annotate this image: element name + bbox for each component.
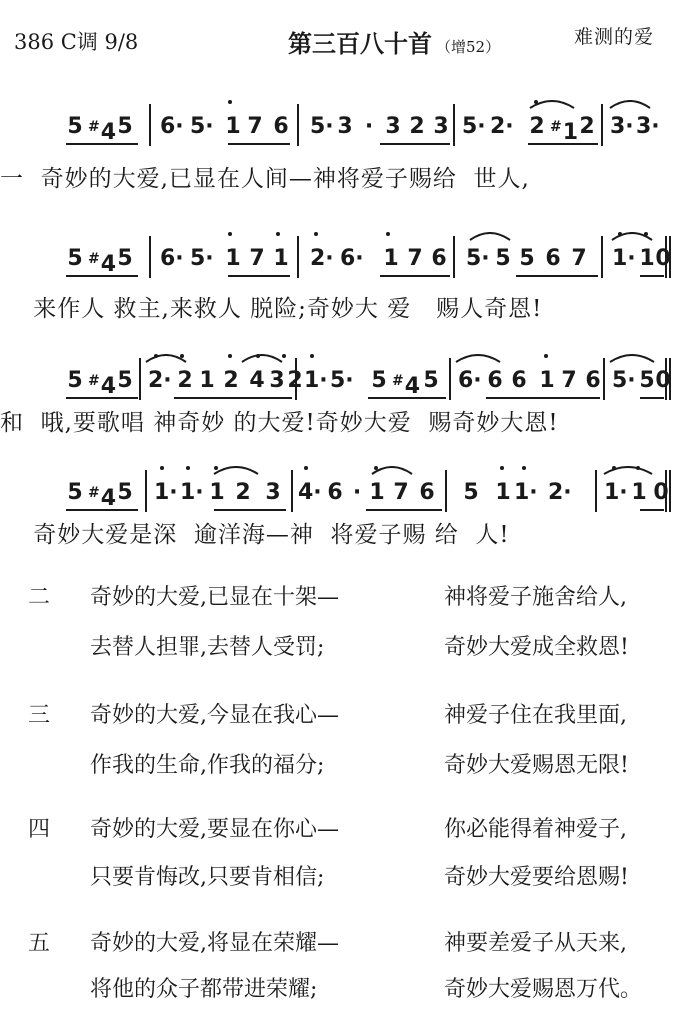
lyric-line-1: 一 奇妙的大爱,已显在人间—神将爱子赐给 世人,: [0, 166, 530, 192]
note: 5·: [466, 246, 490, 271]
verse-line: 神要差爱子从天来,: [444, 931, 627, 956]
note: 3: [269, 368, 285, 393]
note: 6: [273, 114, 289, 139]
note: 6: [545, 246, 561, 271]
verse-line: 神爱子住在我里面,: [444, 703, 627, 728]
note: 4: [249, 368, 265, 393]
note: 1: [639, 246, 655, 271]
note: 5: [67, 246, 83, 271]
note: 6·: [160, 246, 184, 271]
note: 6·: [160, 114, 184, 139]
note: 6: [327, 480, 343, 505]
verse-line: 奇妙大爱成全救恩!: [444, 635, 629, 660]
note: 5·: [190, 114, 214, 139]
verse-line: 奇妙大爱赐恩万代。: [444, 977, 643, 1002]
note: 3: [265, 480, 281, 505]
note: 2: [223, 368, 239, 393]
note: 7: [247, 114, 263, 139]
hymn-supplement-number: （增52）: [436, 38, 501, 56]
verse-line: 奇妙的大爱,已显在十架—: [90, 585, 339, 610]
verse-line: 你必能得着神爱子,: [444, 817, 627, 842]
verse-line: 奇妙大爱赐恩无限!: [444, 753, 629, 778]
note: 5·: [310, 114, 334, 139]
note: 5: [117, 368, 133, 393]
note: 2: [409, 114, 425, 139]
lyric-line-4: 奇妙大爱是深 逾洋海—神 将爱子赐 给 人!: [0, 522, 510, 548]
verse-line: 神将爱子施舍给人,: [444, 585, 627, 610]
note: 2: [177, 368, 193, 393]
note: 3: [337, 114, 353, 139]
note: 7: [407, 246, 423, 271]
note: 7: [393, 480, 409, 505]
note: 5: [117, 480, 133, 505]
note: 1: [369, 480, 385, 505]
note: 5·: [462, 114, 486, 139]
note: 3: [385, 114, 401, 139]
note: 0: [653, 480, 669, 505]
note: 1·: [612, 246, 636, 271]
note: 7: [249, 246, 265, 271]
note: #4: [392, 373, 421, 399]
note: 1: [225, 114, 241, 139]
lyric-line-3: 和 哦,要歌唱 神奇妙 的大爱!奇妙大爱 赐奇妙大恩!: [0, 410, 559, 436]
note: 5: [117, 246, 133, 271]
hymn-number-key-time: 386 C调 9/8: [14, 30, 139, 54]
lyric-line-2: 来作人 救主,来救人 脱险;奇妙大 爱 赐人奇恩!: [0, 296, 543, 322]
note: 6: [419, 480, 435, 505]
note: 1·: [304, 368, 328, 393]
note: 1: [199, 368, 215, 393]
note: 1: [273, 246, 289, 271]
note: 7: [561, 368, 577, 393]
note: 0: [655, 246, 671, 271]
note: 3: [433, 114, 449, 139]
note: 1·: [180, 480, 204, 505]
note: ·: [352, 480, 362, 505]
verse-line: 奇妙的大爱,将显在荣耀—: [90, 931, 339, 956]
note: 7: [571, 246, 587, 271]
note: 1: [631, 480, 647, 505]
note: 2: [529, 114, 545, 139]
note: 2·: [548, 480, 572, 505]
note: 5: [463, 480, 479, 505]
note: #4: [88, 485, 117, 511]
note: 1: [209, 480, 225, 505]
note: 1: [383, 246, 399, 271]
note: 6: [487, 368, 503, 393]
note: 5·: [612, 368, 636, 393]
note: 6: [511, 368, 527, 393]
note: 3·: [610, 114, 634, 139]
note: 6: [585, 368, 601, 393]
note: 0: [655, 368, 671, 393]
note: 6·: [340, 246, 364, 271]
verse-line: 作我的生命,作我的福分;: [90, 753, 325, 778]
verse-line: 只要肯悔改,只要肯相信;: [90, 865, 325, 890]
note: 1·: [154, 480, 178, 505]
note: 5: [519, 246, 535, 271]
verse-number: 二: [28, 585, 51, 610]
verse-number: 三: [28, 703, 51, 728]
note: 2·: [148, 368, 172, 393]
note: 2·: [490, 114, 514, 139]
note: 4·: [298, 480, 322, 505]
note: 5: [67, 114, 83, 139]
hymn-title-text: 第三百八十首: [288, 29, 432, 58]
note: 5: [117, 114, 133, 139]
note: 1·: [514, 480, 538, 505]
note: 6: [431, 246, 447, 271]
note: 5·: [330, 368, 354, 393]
note: #4: [88, 373, 117, 399]
note: 5·: [190, 246, 214, 271]
note: 1: [539, 368, 555, 393]
verse-line: 将他的众子都带进荣耀;: [90, 977, 318, 1002]
note: #4: [88, 119, 117, 145]
note: #1: [550, 119, 579, 145]
note: ·: [364, 114, 374, 139]
note: 5: [67, 480, 83, 505]
verse-number: 五: [28, 931, 51, 956]
hymn-subtitle: 难测的爱: [574, 26, 655, 48]
note: 2: [287, 368, 303, 393]
verse-line: 奇妙的大爱,要显在你心—: [90, 817, 339, 842]
note: 3·: [636, 114, 660, 139]
note: 2: [579, 114, 595, 139]
verse-line: 奇妙的大爱,今显在我心—: [90, 703, 339, 728]
note: 1: [495, 480, 511, 505]
note: 1·: [604, 480, 628, 505]
verse-number: 四: [28, 817, 51, 842]
note: 2·: [310, 246, 334, 271]
note: 5: [371, 368, 387, 393]
hymn-title: [288, 24, 500, 59]
verse-line: 奇妙大爱要给恩赐!: [444, 865, 629, 890]
note: 1: [225, 246, 241, 271]
note: 6·: [458, 368, 482, 393]
note: #4: [88, 251, 117, 277]
note: 5: [423, 368, 439, 393]
note: 5: [639, 368, 655, 393]
note: 2: [235, 480, 251, 505]
note: 5: [67, 368, 83, 393]
verse-line: 去替人担罪,去替人受罚;: [90, 635, 325, 660]
note: 5: [495, 246, 511, 271]
